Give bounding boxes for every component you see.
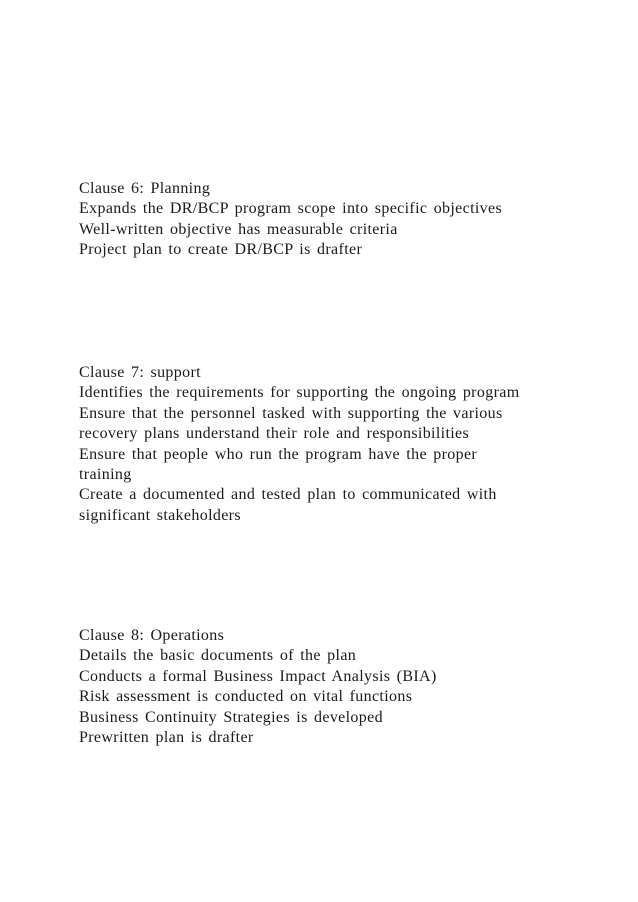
text-line: Conducts a formal Business Impact Analysis (BIA)	[79, 667, 437, 685]
text-line: Create a documented and tested plan to communicated with	[79, 486, 497, 504]
text-line: training	[79, 466, 132, 484]
text-line: Ensure that the personnel tasked with supporting the various	[79, 404, 503, 422]
clause-7-section	[79, 363, 579, 526]
text-line: Risk assessment is conducted on vital functions	[79, 688, 413, 706]
text-line: Expands the DR/BCP program scope into specific objectives	[79, 200, 503, 218]
text-line: Well-written objective has measurable criteria	[79, 220, 398, 238]
text-line: Details the basic documents of the plan	[79, 647, 357, 665]
clause-8-heading: Clause 8: Operations	[79, 627, 225, 644]
clause-6-section	[79, 179, 579, 261]
text-line: Ensure that people who run the program have the proper	[79, 445, 478, 463]
clause-6-heading: Clause 6: Planning	[79, 180, 211, 197]
clause-7-heading: Clause 7: support	[79, 364, 201, 381]
text-line: Identifies the requirements for supporting the ongoing program	[79, 384, 520, 402]
text-line: recovery plans understand their role and responsibilities	[79, 425, 470, 443]
text-line: Project plan to create DR/BCP is drafter	[79, 241, 363, 259]
text-line: significant stakeholders	[79, 506, 241, 524]
text-line: Business Continuity Strategies is developed	[79, 708, 383, 726]
clause-8-section	[79, 626, 579, 748]
text-line: Prewritten plan is drafter	[79, 729, 254, 747]
